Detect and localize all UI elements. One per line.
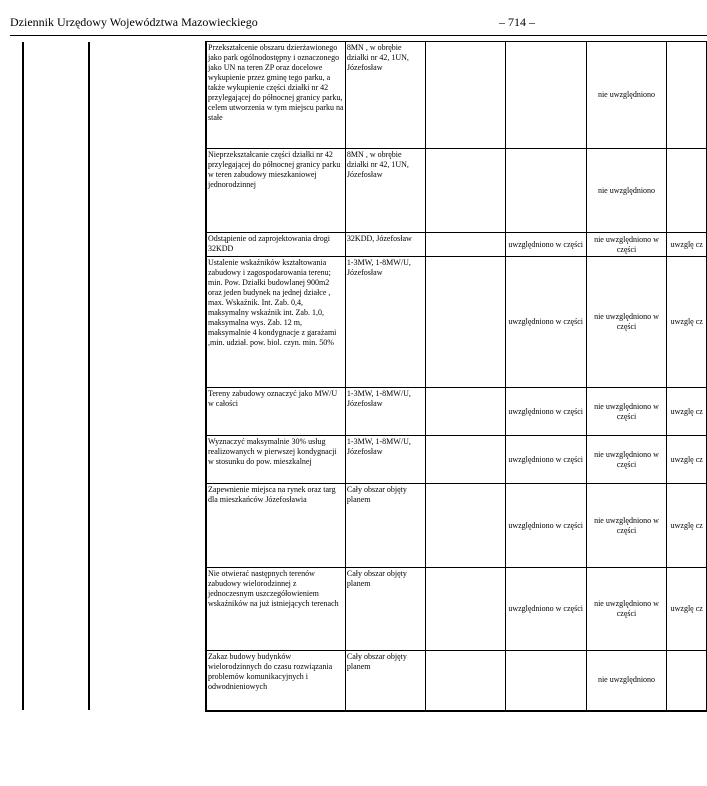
comment-area: 1-3MW, 1-8MW/U, Józefosław — [345, 257, 426, 388]
decision-mayor: uwzględniono w części — [505, 233, 586, 257]
decision-council: nie uwzględniono w części — [586, 388, 667, 436]
comment-area: 1-3MW, 1-8MW/U, Józefosław — [345, 436, 426, 484]
table-row — [206, 257, 707, 388]
comment-description: Zapewnienie miejsca na rynek oraz targ dla mieszkańców Józefosławia — [206, 484, 345, 568]
comment-description: Ustalenie wskaźników kształtowania zabudowy i zagospodarowania terenu; min. Pow. Działki budowlanej 900m2 oraz jeden budynek na jednej działce , max. Wskaźnik. Int. Zab. 0,4, maksymalny wskaźnik int. Zab. 1,0, maksymalna wys. Zab. 12 m, maksymalnie 4 kondygnacje z garażami ,min. udział. pow. biol. czyn. min. 50% — [206, 257, 345, 388]
empty-cell — [426, 257, 505, 388]
empty-cell — [426, 233, 505, 257]
comment-description: Tereny zabudowy oznaczyć jako MW/U w całości — [206, 388, 345, 436]
comments-table — [205, 41, 707, 712]
decision-cut: uwzglę cz — [667, 436, 707, 484]
comment-area: Cały obszar objęty planem — [345, 484, 426, 568]
column-line-inner — [88, 42, 90, 710]
column-line-left — [22, 42, 24, 710]
decision-mayor: uwzględniono w części — [505, 388, 586, 436]
empty-cell — [426, 42, 505, 149]
decision-cut: uwzglę cz — [667, 233, 707, 257]
decision-cut: uwzglę cz — [667, 257, 707, 388]
comment-area: 8MN , w obrębie działki nr 42, 1UN, Józefosław — [345, 42, 426, 149]
comment-description: Nieprzekształcanie części działki nr 42 przylegającej do północnej granicy parku w teren zabudowy mieszkaniowej jednorodzinnej — [206, 149, 345, 233]
page-number: – 714 – — [499, 15, 535, 29]
decision-mayor: uwzględniono w części — [505, 436, 586, 484]
comment-area: Cały obszar objęty planem — [345, 651, 426, 711]
decision-mayor — [505, 651, 586, 711]
empty-cell — [426, 651, 505, 711]
comment-area: 8MN , w obrębie działki nr 42, 1UN, Józefosław — [345, 149, 426, 233]
decision-council: nie uwzględniono w części — [586, 233, 667, 257]
empty-cell — [426, 484, 505, 568]
decision-council: nie uwzględniono w części — [586, 484, 667, 568]
decision-mayor — [505, 149, 586, 233]
comment-area: 1-3MW, 1-8MW/U, Józefosław — [345, 388, 426, 436]
empty-cell — [426, 388, 505, 436]
comment-description: Przekształcenie obszaru dzierżawionego jako park ogólnodostępny i oznaczonego jako UN na teren ZP oraz docelowe wykupienie przez gminę tego parku, a także wykupienie części działki nr 42 przylegającej do północnej granicy parku, celem utworzenia w tym miejscu parku na stałe — [206, 42, 345, 149]
table-row — [206, 436, 707, 484]
comment-area: 32KDD, Józefosław — [345, 233, 426, 257]
comment-description: Nie otwierać następnych terenów zabudowy wielorodzinnej z jednoczesnym uszczegółowieniem wskaźników na już istniejących terenach — [206, 568, 345, 651]
decision-cut — [667, 149, 707, 233]
decision-council: nie uwzględniono — [586, 42, 667, 149]
comment-area: Cały obszar objęty planem — [345, 568, 426, 651]
table-row — [206, 233, 707, 257]
decision-council: nie uwzględniono w części — [586, 436, 667, 484]
decision-mayor: uwzględniono w części — [505, 484, 586, 568]
decision-cut: uwzglę cz — [667, 484, 707, 568]
decision-council: nie uwzględniono — [586, 651, 667, 711]
decision-council: nie uwzględniono w części — [586, 257, 667, 388]
decision-cut: uwzglę cz — [667, 568, 707, 651]
header-rule — [10, 35, 707, 36]
empty-cell — [426, 149, 505, 233]
decision-cut: uwzglę cz — [667, 388, 707, 436]
decision-cut — [667, 651, 707, 711]
decision-mayor: uwzględniono w części — [505, 257, 586, 388]
comment-description: Wyznaczyć maksymalnie 30% usług realizowanych w pierwszej kondygnacji w stosunku do pow. mieszkalnej — [206, 436, 345, 484]
empty-cell — [426, 436, 505, 484]
decision-council: nie uwzględniono — [586, 149, 667, 233]
table-row — [206, 388, 707, 436]
journal-title: Dziennik Urzędowy Województwa Mazowieckiego — [10, 15, 258, 29]
table-row — [206, 484, 707, 568]
table-row — [206, 651, 707, 711]
comment-description: Zakaz budowy budynków wielorodzinnych do czasu rozwiązania problemów komunikacyjnych i odwodnieniowych — [206, 651, 345, 711]
comment-description: Odstąpienie od zaprojektowania drogi 32KDD — [206, 233, 345, 257]
table-row — [206, 149, 707, 233]
decision-council: nie uwzględniono w części — [586, 568, 667, 651]
empty-cell — [426, 568, 505, 651]
table-row — [206, 568, 707, 651]
table-row — [206, 42, 707, 149]
decision-mayor — [505, 42, 586, 149]
decision-mayor: uwzględniono w części — [505, 568, 586, 651]
decision-cut — [667, 42, 707, 149]
